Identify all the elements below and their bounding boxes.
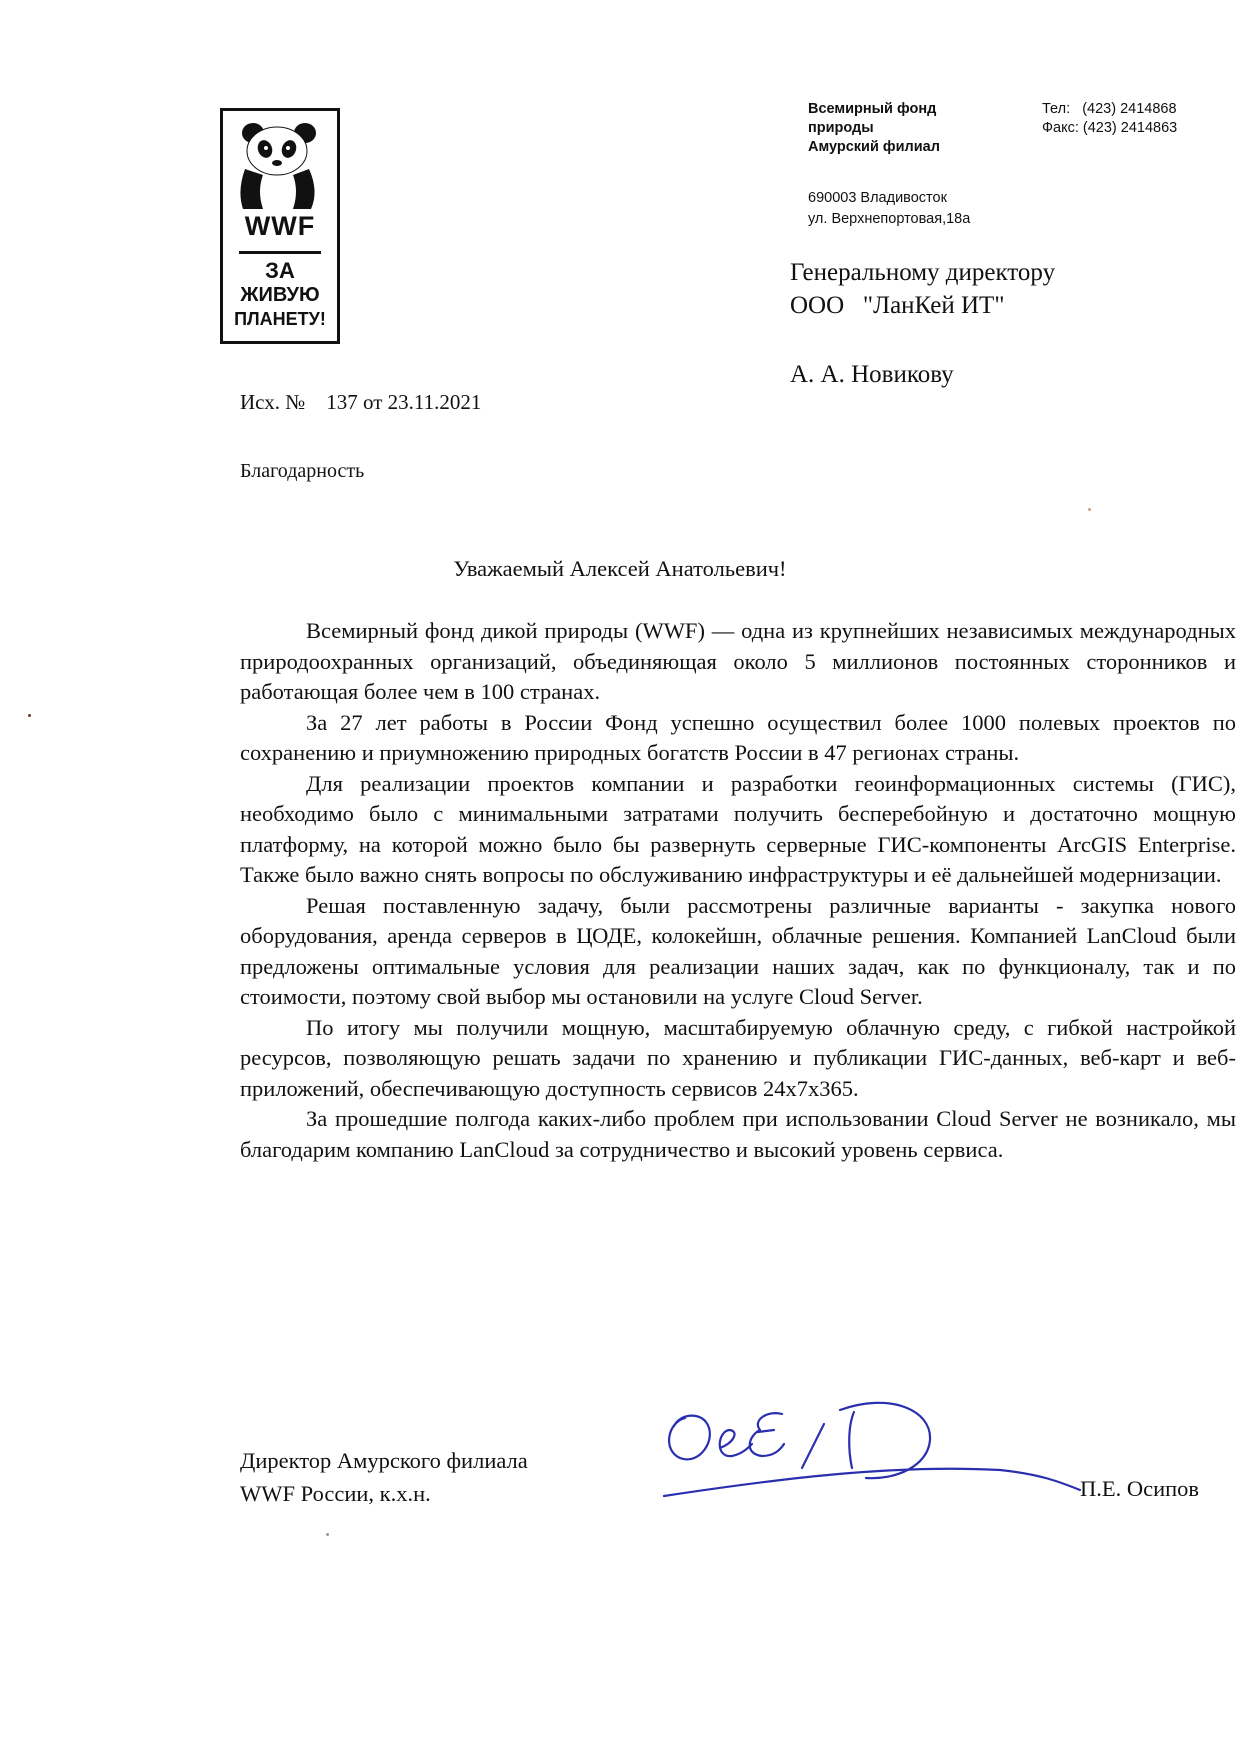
paragraph: За 27 лет работы в России Фонд успешно осуществил более 1000 полевых проектов по сохранению и приумножению природных богатств России в 47 регионах страны. bbox=[240, 709, 1236, 765]
organization-contacts bbox=[1042, 100, 1232, 138]
paragraph: Решая поставленную задачу, были рассмотрены различные варианты - закупка нового оборудования, аренда серверов в ЦОДЕ, колокейшн, облачные решения. Компанией LanCloud были предложены оптимальные условия для реализации наших задач, как по функционалу, так и по стоимости, поэтому свой выбор мы остановили на услуге Cloud Server. bbox=[240, 892, 1236, 1009]
outgoing-number: Исх. № 137 от 23.11.2021 bbox=[240, 390, 482, 414]
recipient-company: ООО "ЛанКей ИТ" bbox=[790, 292, 1005, 319]
fax-number: Факс: (423) 2414863 bbox=[1042, 120, 1178, 136]
organization-name: Всемирный фонд природы Амурский филиал bbox=[808, 101, 940, 155]
wwf-logo bbox=[220, 108, 340, 344]
signer-name: П.Е. Осипов bbox=[1080, 1476, 1200, 1501]
address-line-2: ул. Верхнепортовая,18а bbox=[808, 211, 971, 227]
logo-slogan-1: ЗА bbox=[265, 258, 295, 283]
salutation: Уважаемый Алексей Анатольевич! bbox=[453, 556, 787, 581]
logo-divider bbox=[239, 251, 321, 254]
address-line-1: 690003 Владивосток bbox=[808, 190, 947, 206]
phone-number: Тел: (423) 2414868 bbox=[1042, 101, 1177, 117]
paragraph: Для реализации проектов компании и разработки геоинформационных системы (ГИС), необходимо было с минимальными затратами получить бесперебойную и достаточно мощную платформу, на которой можно было бы развернуть серверные ГИС-компоненты ArcGIS Enterprise. Также было важно снять вопросы по обслуживанию инфраструктуры и её дальнейшей модернизации. bbox=[240, 770, 1236, 887]
logo-slogan-2: ЖИВУЮ bbox=[240, 284, 320, 306]
handwritten-signature bbox=[640, 1340, 1100, 1540]
organization-address bbox=[808, 188, 1028, 230]
letter-subject: Благодарность bbox=[240, 460, 365, 482]
scan-speck bbox=[28, 714, 31, 717]
letter-body bbox=[240, 616, 1236, 1165]
recipient-block bbox=[790, 256, 1210, 391]
signer-title-line-2: WWF России, к.х.н. bbox=[240, 1481, 431, 1506]
paragraph: Всемирный фонд дикой природы (WWF) — одна из крупнейших независимых международных природоохранных организаций, объединяющая около 5 миллионов постоянных сторонников и работающая более чем в 100 странах. bbox=[240, 618, 1236, 704]
paragraph: За прошедшие полгода каких-либо проблем при использовании Cloud Server не возникало, мы благодарим компанию LanCloud за сотрудничество и высокий уровень сервиса. bbox=[240, 1106, 1236, 1162]
logo-slogan-3: ПЛАНЕТУ! bbox=[234, 309, 326, 329]
paragraph: По итогу мы получили мощную, масштабируемую облачную среду, с гибкой настройкой ресурсов, позволяющую решать задачи по хранению и публикации ГИС-данных, веб-карт и веб-приложений, обеспечивающую доступность сервисов 24x7x365. bbox=[240, 1014, 1236, 1101]
scan-speck bbox=[1088, 508, 1091, 511]
signer-title bbox=[240, 1444, 528, 1510]
recipient-name: А. А. Новикову bbox=[790, 361, 954, 388]
logo-brand: WWF bbox=[244, 211, 316, 241]
scan-speck bbox=[326, 1533, 329, 1536]
recipient-position: Генеральному директору bbox=[790, 259, 1056, 286]
signer-title-line-1: Директор Амурского филиала bbox=[240, 1448, 528, 1473]
